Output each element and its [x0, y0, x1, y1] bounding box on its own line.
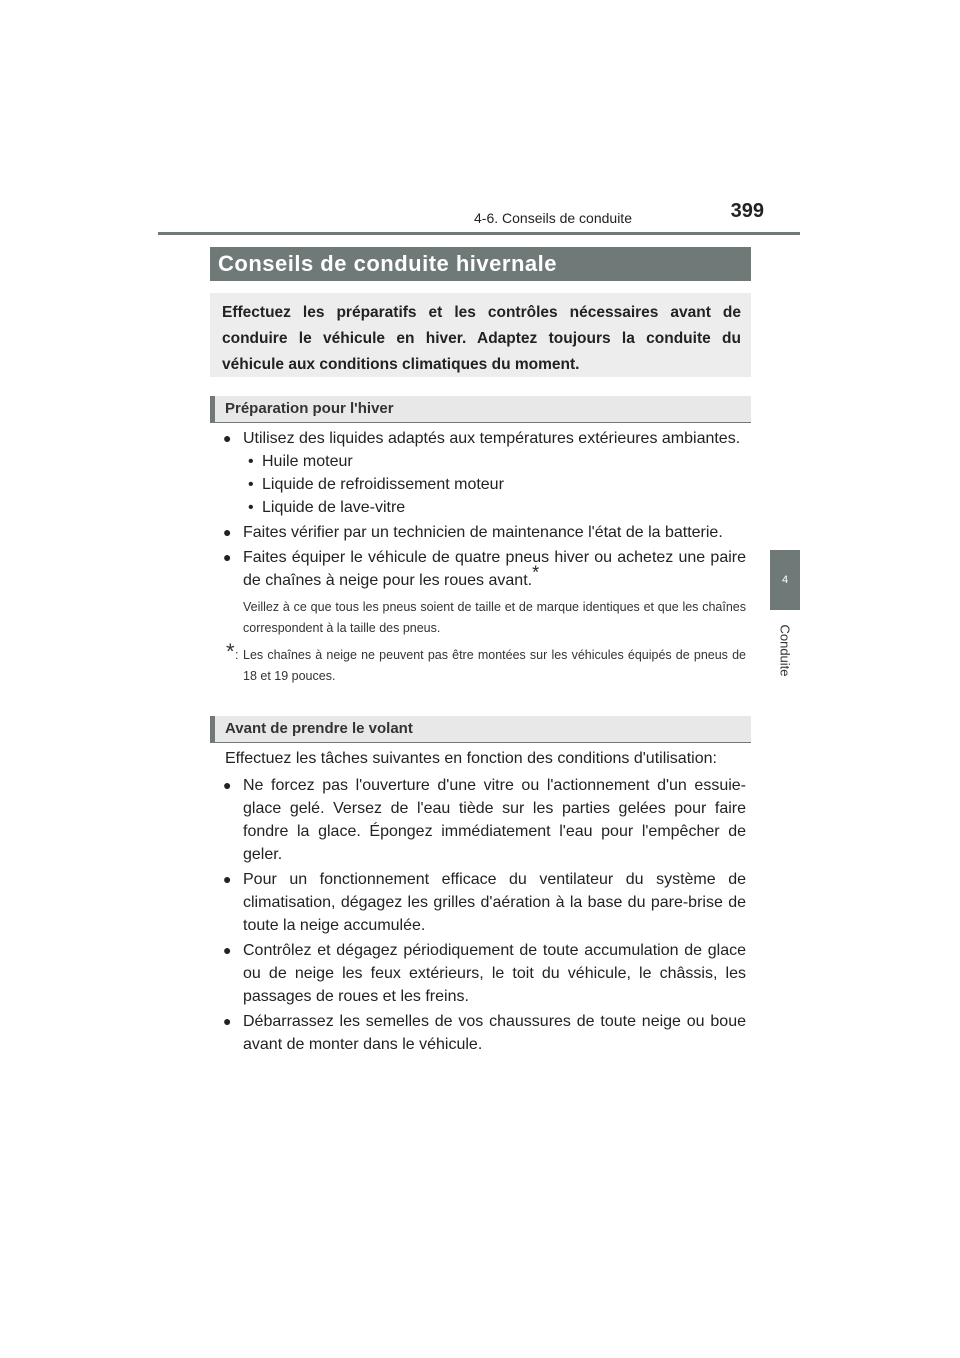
sub-list-item-text: Liquide de refroidissement moteur — [262, 476, 504, 493]
sub-list-item — [222, 496, 746, 519]
list-item — [222, 1010, 746, 1056]
list-item-text: Faites vérifier par un technicien de maintenance l'état de la batterie. — [243, 524, 723, 541]
list-item-text: Débarrassez les semelles de vos chaussures de toute neige ou boue avant de monter dans le véhicule. — [243, 1013, 746, 1053]
list-item — [222, 546, 746, 592]
section-divider — [210, 422, 751, 423]
footnote — [222, 639, 746, 687]
list-item-text: Contrôlez et dégagez périodiquement de toute accumulation de glace ou de neige les feux extérieurs, le toit du véhicule, le châssis, les passages de roues et les freins. — [243, 942, 746, 1005]
sub-list-item-text: Huile moteur — [262, 453, 353, 470]
page-title: Conseils de conduite hivernale — [218, 251, 557, 276]
bullet-icon: ● — [223, 777, 232, 793]
bullet-icon: ● — [223, 871, 232, 887]
header-divider — [158, 232, 800, 235]
section-heading-text: Préparation pour l'hiver — [225, 400, 394, 417]
bullet-icon: ● — [223, 942, 232, 958]
sub-list-item — [222, 473, 746, 496]
list-item — [222, 939, 746, 1008]
chapter-tab: 4 — [770, 550, 800, 610]
footnote-star: * — [226, 639, 235, 664]
sub-bullet-icon: • — [248, 476, 254, 493]
list-item — [222, 868, 746, 937]
list-item-text: Ne forcez pas l'ouverture d'une vitre ou l'actionnement d'un essuie-glace gelé. Versez de l'eau tiède sur les parties gelées pour faire fondre la glace. Épongez immédiatement l'eau pour l'empêcher de geler. — [243, 777, 746, 863]
list-item-text: Pour un fonctionnement efficace du ventilateur du système de climatisation, dégagez les grilles d'aération à la base du pare-brise de toute la neige accumulée. — [243, 871, 746, 934]
section-divider — [210, 742, 751, 743]
bullet-icon: ● — [223, 524, 232, 540]
section-before-driving-content — [222, 747, 746, 1056]
note-text: Veillez à ce que tous les pneus soient de taille et de marque identiques et que les chaînes correspondent à la taille des pneus. — [243, 600, 746, 635]
section-winter-prep-content — [222, 427, 746, 687]
sub-list-item-text: Liquide de lave-vitre — [262, 499, 406, 516]
page-title-bar — [210, 247, 751, 281]
sub-bullet-icon: • — [248, 499, 254, 516]
bullet-icon: ● — [223, 549, 232, 565]
page-number: 399 — [730, 200, 764, 222]
section-intro-text: Effectuez les tâches suivantes en fonction des conditions d'utilisation: — [225, 750, 717, 767]
bullet-icon: ● — [223, 1013, 232, 1029]
list-item — [222, 521, 746, 544]
section-heading-before-driving — [210, 716, 751, 742]
sub-list-item — [222, 450, 746, 473]
section-heading-winter-prep — [210, 396, 751, 422]
footnote-colon: : — [235, 648, 239, 662]
intro-box — [210, 293, 751, 377]
list-item — [222, 427, 746, 450]
chapter-tab-label — [771, 615, 799, 685]
list-item-text: Utilisez des liquides adaptés aux températures extérieures ambiantes. — [243, 430, 741, 447]
list-item — [222, 774, 746, 866]
chapter-title: 4-6. Conseils de conduite — [474, 210, 632, 226]
section-heading-text: Avant de prendre le volant — [225, 720, 413, 737]
sub-bullet-icon: • — [248, 453, 254, 470]
list-item-text: Faites équiper le véhicule de quatre pneus hiver ou achetez une paire de chaînes à neige pour les roues avant. — [243, 549, 746, 589]
bullet-icon: ● — [223, 430, 232, 446]
footnote-marker: * — [532, 562, 540, 583]
chapter-tab-label-text: Conduite — [777, 623, 793, 677]
intro-text: Effectuez les préparatifs et les contrôles nécessaires avant de conduire le véhicule en hiver. Adaptez toujours la conduite du véhicule aux conditions climatiques du moment. — [222, 304, 741, 373]
footnote-text: Les chaînes à neige ne peuvent pas être montées sur les véhicules équipés de pneus de 18 et 19 pouces. — [243, 648, 746, 683]
